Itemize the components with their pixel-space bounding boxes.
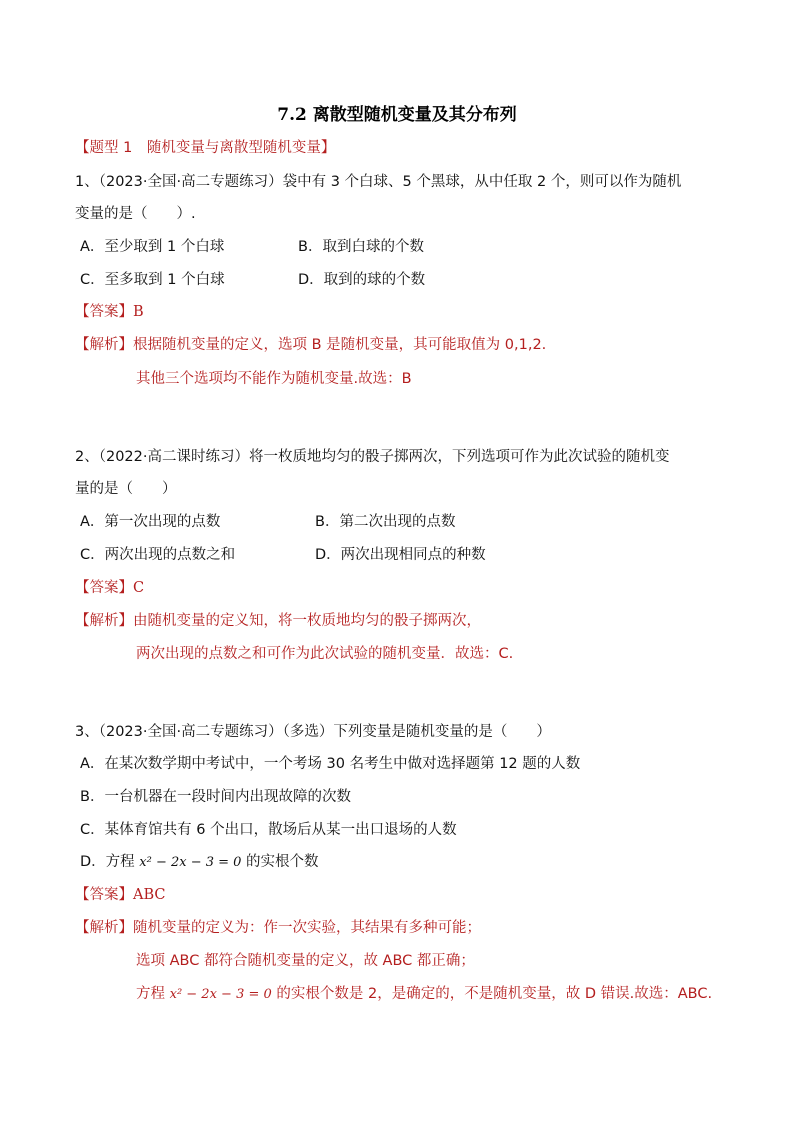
question-2-analysis: [75, 610, 481, 632]
question-2-option-d: D．两次出现相同点的种数: [315, 547, 486, 563]
question-2-stem-line-2: 量的是（ ）: [75, 481, 177, 497]
question-3-option-d: [80, 851, 319, 874]
analysis-line-3-prefix: 方程: [136, 986, 170, 1002]
answer-label: 【答案】: [75, 887, 133, 903]
question-3-analysis-line-3: [136, 983, 712, 1006]
question-1-option-c: C．至多取到 1 个白球: [80, 272, 225, 288]
question-3-analysis-line-2: 选项 ABC 都符合随机变量的定义，故 ABC 都正确；: [136, 953, 475, 969]
analysis-label: 【解析】: [75, 920, 133, 936]
option-d-suffix: 的实根个数: [241, 854, 319, 870]
question-1-analysis: [75, 334, 546, 356]
analysis-text: 根据随机变量的定义，选项 B 是随机变量，其可能取值为 0,1,2.: [133, 337, 547, 353]
equation: x² − 2x − 3 = 0: [169, 987, 272, 1002]
question-2-analysis-line-2: 两次出现的点数之和可作为此次试验的随机变量．故选：C.: [136, 646, 514, 662]
question-2-answer: [75, 577, 144, 599]
question-1-option-d: D．取到的球的个数: [298, 272, 426, 288]
equation: x² − 2x − 3 = 0: [139, 855, 242, 870]
question-1-option-b: B．取到白球的个数: [298, 239, 424, 255]
question-1-stem-line-2: 变量的是（ ）.: [75, 206, 196, 222]
question-3-option-a: A．在某次数学期中考试中，一个考场 30 名考生中做对选择题第 12 题的人数: [80, 756, 581, 772]
question-1-analysis-line-2: 其他三个选项均不能作为随机变量.故选：B: [136, 371, 412, 387]
analysis-label: 【解析】: [75, 613, 133, 629]
answer-value: B: [133, 304, 144, 320]
analysis-text: 由随机变量的定义知，将一枚质地均匀的骰子掷两次，: [133, 613, 481, 629]
question-1-option-a: A．至少取到 1 个白球: [80, 239, 225, 255]
question-1-answer: [75, 301, 144, 323]
answer-label: 【答案】: [75, 580, 133, 596]
question-2-option-b: B．第二次出现的点数: [315, 514, 456, 530]
question-3-option-b: B．一台机器在一段时间内出现故障的次数: [80, 789, 351, 805]
answer-value: ABC: [133, 887, 166, 903]
section-heading: 【题型 1 随机变量与离散型随机变量】: [75, 140, 336, 156]
question-3-stem: 3、（2023·全国·高二专题练习）（多选）下列变量是随机变量的是（ ）: [75, 724, 551, 740]
page-title: 7.2 离散型随机变量及其分布列: [277, 105, 517, 125]
question-3-option-c: C．某体育馆共有 6 个出口，散场后从某一出口退场的人数: [80, 822, 457, 838]
question-2-stem-line-1: 2、（2022·高二课时练习）将一枚质地均匀的骰子掷两次，下列选项可作为此次试验的随机变: [75, 449, 670, 465]
answer-value: C: [133, 580, 145, 596]
question-2-option-a: A．第一次出现的点数: [80, 514, 221, 530]
question-2-option-c: C．两次出现的点数之和: [80, 547, 236, 563]
analysis-text: 随机变量的定义为：作一次实验，其结果有多种可能；: [133, 920, 481, 936]
question-1-stem-line-1: 1、（2023·全国·高二专题练习）袋中有 3 个白球、5 个黑球，从中任取 2 个，则可以作为随机: [75, 174, 682, 190]
analysis-line-3-suffix: 的实根个数是 2，是确定的，不是随机变量，故 D 错误.故选：ABC.: [271, 986, 713, 1002]
answer-label: 【答案】: [75, 304, 133, 320]
analysis-label: 【解析】: [75, 337, 133, 353]
question-3-analysis: [75, 917, 481, 939]
question-3-answer: [75, 884, 166, 906]
option-d-prefix: D．方程: [80, 854, 140, 870]
